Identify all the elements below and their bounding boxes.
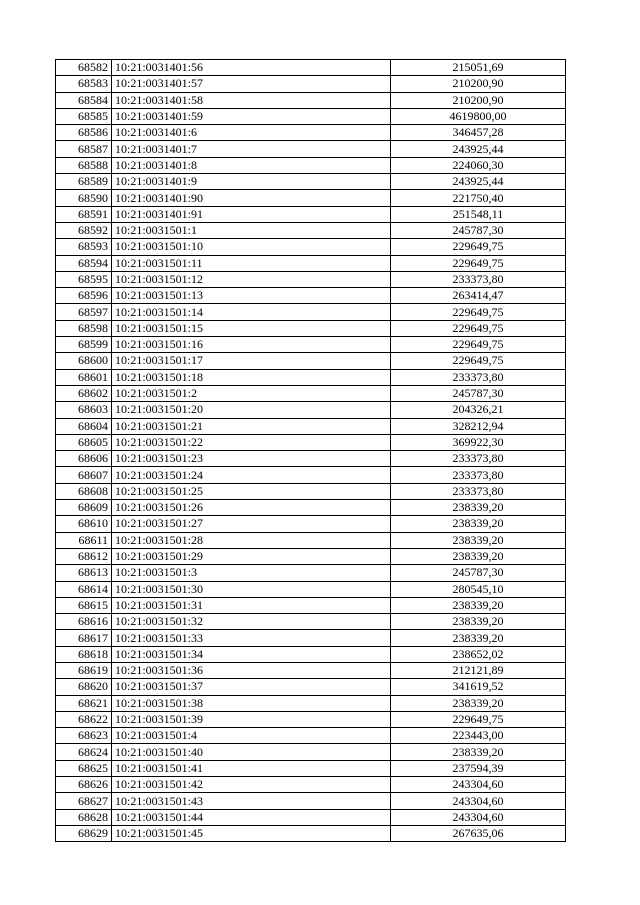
table-row bbox=[56, 288, 566, 304]
table-row bbox=[56, 711, 566, 727]
table-row bbox=[56, 304, 566, 320]
cadastral-number-cell: 10:21:0031501:29 bbox=[112, 548, 391, 564]
value-cell: 233373,80 bbox=[391, 483, 566, 499]
value-cell: 229649,75 bbox=[391, 304, 566, 320]
cadastral-number-cell: 10:21:0031401:56 bbox=[112, 60, 391, 76]
value-cell: 215051,69 bbox=[391, 60, 566, 76]
table-row bbox=[56, 500, 566, 516]
cadastral-number-cell: 10:21:0031501:24 bbox=[112, 467, 391, 483]
table-row bbox=[56, 825, 566, 841]
table-row bbox=[56, 125, 566, 141]
row-number-cell: 68600 bbox=[56, 353, 112, 369]
value-cell: 346457,28 bbox=[391, 125, 566, 141]
row-number-cell: 68626 bbox=[56, 777, 112, 793]
value-cell: 243925,44 bbox=[391, 174, 566, 190]
value-cell: 229649,75 bbox=[391, 255, 566, 271]
row-number-cell: 68605 bbox=[56, 434, 112, 450]
row-number-cell: 68595 bbox=[56, 271, 112, 287]
table-row bbox=[56, 777, 566, 793]
value-cell: 243925,44 bbox=[391, 141, 566, 157]
row-number-cell: 68602 bbox=[56, 385, 112, 401]
value-cell: 245787,30 bbox=[391, 385, 566, 401]
row-number-cell: 68587 bbox=[56, 141, 112, 157]
cadastral-number-cell: 10:21:0031501:27 bbox=[112, 516, 391, 532]
table-row bbox=[56, 581, 566, 597]
cadastral-number-cell: 10:21:0031401:8 bbox=[112, 157, 391, 173]
table-row bbox=[56, 174, 566, 190]
row-number-cell: 68613 bbox=[56, 565, 112, 581]
table-row bbox=[56, 548, 566, 564]
cadastral-number-cell: 10:21:0031501:33 bbox=[112, 630, 391, 646]
value-cell: 233373,80 bbox=[391, 467, 566, 483]
row-number-cell: 68623 bbox=[56, 728, 112, 744]
row-number-cell: 68611 bbox=[56, 532, 112, 548]
cadastral-number-cell: 10:21:0031501:1 bbox=[112, 222, 391, 238]
table-row bbox=[56, 418, 566, 434]
table-row bbox=[56, 157, 566, 173]
value-cell: 204326,21 bbox=[391, 402, 566, 418]
value-cell: 238339,20 bbox=[391, 500, 566, 516]
value-cell: 229649,75 bbox=[391, 239, 566, 255]
value-cell: 267635,06 bbox=[391, 825, 566, 841]
table-row bbox=[56, 679, 566, 695]
table-row bbox=[56, 353, 566, 369]
row-number-cell: 68594 bbox=[56, 255, 112, 271]
row-number-cell: 68593 bbox=[56, 239, 112, 255]
table-row bbox=[56, 271, 566, 287]
table-row bbox=[56, 320, 566, 336]
row-number-cell: 68592 bbox=[56, 222, 112, 238]
row-number-cell: 68606 bbox=[56, 451, 112, 467]
cadastral-number-cell: 10:21:0031401:59 bbox=[112, 108, 391, 124]
table-row bbox=[56, 60, 566, 76]
table-row bbox=[56, 76, 566, 92]
row-number-cell: 68599 bbox=[56, 337, 112, 353]
cadastral-number-cell: 10:21:0031501:42 bbox=[112, 777, 391, 793]
table-row bbox=[56, 108, 566, 124]
value-cell: 212121,89 bbox=[391, 662, 566, 678]
cadastral-number-cell: 10:21:0031501:10 bbox=[112, 239, 391, 255]
value-cell: 229649,75 bbox=[391, 320, 566, 336]
cadastral-number-cell: 10:21:0031501:2 bbox=[112, 385, 391, 401]
data-table bbox=[55, 59, 566, 842]
cadastral-number-cell: 10:21:0031501:43 bbox=[112, 793, 391, 809]
table-row bbox=[56, 239, 566, 255]
cadastral-number-cell: 10:21:0031501:22 bbox=[112, 434, 391, 450]
value-cell: 229649,75 bbox=[391, 711, 566, 727]
table-row bbox=[56, 646, 566, 662]
row-number-cell: 68583 bbox=[56, 76, 112, 92]
value-cell: 224060,30 bbox=[391, 157, 566, 173]
row-number-cell: 68619 bbox=[56, 662, 112, 678]
cadastral-number-cell: 10:21:0031501:26 bbox=[112, 500, 391, 516]
value-cell: 245787,30 bbox=[391, 565, 566, 581]
cadastral-number-cell: 10:21:0031501:36 bbox=[112, 662, 391, 678]
value-cell: 210200,90 bbox=[391, 92, 566, 108]
row-number-cell: 68582 bbox=[56, 60, 112, 76]
cadastral-number-cell: 10:21:0031401:6 bbox=[112, 125, 391, 141]
table-row bbox=[56, 744, 566, 760]
value-cell: 4619800,00 bbox=[391, 108, 566, 124]
value-cell: 238339,20 bbox=[391, 516, 566, 532]
cadastral-number-cell: 10:21:0031501:18 bbox=[112, 369, 391, 385]
table-row bbox=[56, 255, 566, 271]
cadastral-number-cell: 10:21:0031401:58 bbox=[112, 92, 391, 108]
cadastral-number-cell: 10:21:0031501:30 bbox=[112, 581, 391, 597]
value-cell: 263414,47 bbox=[391, 288, 566, 304]
value-cell: 328212,94 bbox=[391, 418, 566, 434]
value-cell: 229649,75 bbox=[391, 353, 566, 369]
value-cell: 243304,60 bbox=[391, 809, 566, 825]
value-cell: 245787,30 bbox=[391, 222, 566, 238]
row-number-cell: 68608 bbox=[56, 483, 112, 499]
table-row bbox=[56, 92, 566, 108]
cadastral-number-cell: 10:21:0031501:45 bbox=[112, 825, 391, 841]
row-number-cell: 68617 bbox=[56, 630, 112, 646]
cadastral-number-cell: 10:21:0031501:17 bbox=[112, 353, 391, 369]
table-row bbox=[56, 206, 566, 222]
row-number-cell: 68586 bbox=[56, 125, 112, 141]
value-cell: 251548,11 bbox=[391, 206, 566, 222]
row-number-cell: 68618 bbox=[56, 646, 112, 662]
cadastral-number-cell: 10:21:0031501:31 bbox=[112, 597, 391, 613]
table-row bbox=[56, 630, 566, 646]
value-cell: 369922,30 bbox=[391, 434, 566, 450]
cadastral-number-cell: 10:21:0031501:3 bbox=[112, 565, 391, 581]
cadastral-number-cell: 10:21:0031501:12 bbox=[112, 271, 391, 287]
value-cell: 280545,10 bbox=[391, 581, 566, 597]
table-row bbox=[56, 434, 566, 450]
cadastral-number-cell: 10:21:0031501:13 bbox=[112, 288, 391, 304]
table-row bbox=[56, 141, 566, 157]
cadastral-number-cell: 10:21:0031401:90 bbox=[112, 190, 391, 206]
value-cell: 238339,20 bbox=[391, 548, 566, 564]
row-number-cell: 68620 bbox=[56, 679, 112, 695]
table-row bbox=[56, 222, 566, 238]
table-row bbox=[56, 190, 566, 206]
cadastral-number-cell: 10:21:0031501:15 bbox=[112, 320, 391, 336]
cadastral-number-cell: 10:21:0031501:23 bbox=[112, 451, 391, 467]
value-cell: 243304,60 bbox=[391, 777, 566, 793]
row-number-cell: 68585 bbox=[56, 108, 112, 124]
cadastral-number-cell: 10:21:0031501:28 bbox=[112, 532, 391, 548]
row-number-cell: 68614 bbox=[56, 581, 112, 597]
value-cell: 223443,00 bbox=[391, 728, 566, 744]
cadastral-number-cell: 10:21:0031501:25 bbox=[112, 483, 391, 499]
row-number-cell: 68621 bbox=[56, 695, 112, 711]
row-number-cell: 68625 bbox=[56, 760, 112, 776]
cadastral-number-cell: 10:21:0031501:44 bbox=[112, 809, 391, 825]
value-cell: 237594,39 bbox=[391, 760, 566, 776]
row-number-cell: 68622 bbox=[56, 711, 112, 727]
cadastral-number-cell: 10:21:0031501:14 bbox=[112, 304, 391, 320]
table-row bbox=[56, 532, 566, 548]
value-cell: 243304,60 bbox=[391, 793, 566, 809]
table-row bbox=[56, 369, 566, 385]
table-row bbox=[56, 793, 566, 809]
table-row bbox=[56, 451, 566, 467]
table-row bbox=[56, 728, 566, 744]
table-row bbox=[56, 614, 566, 630]
cadastral-number-cell: 10:21:0031501:20 bbox=[112, 402, 391, 418]
value-cell: 341619,52 bbox=[391, 679, 566, 695]
value-cell: 238339,20 bbox=[391, 744, 566, 760]
row-number-cell: 68628 bbox=[56, 809, 112, 825]
value-cell: 210200,90 bbox=[391, 76, 566, 92]
row-number-cell: 68596 bbox=[56, 288, 112, 304]
cadastral-number-cell: 10:21:0031401:57 bbox=[112, 76, 391, 92]
row-number-cell: 68609 bbox=[56, 500, 112, 516]
table-body bbox=[56, 60, 566, 842]
value-cell: 221750,40 bbox=[391, 190, 566, 206]
cadastral-number-cell: 10:21:0031501:34 bbox=[112, 646, 391, 662]
row-number-cell: 68607 bbox=[56, 467, 112, 483]
table-row bbox=[56, 402, 566, 418]
row-number-cell: 68584 bbox=[56, 92, 112, 108]
cadastral-number-cell: 10:21:0031501:4 bbox=[112, 728, 391, 744]
value-cell: 238339,20 bbox=[391, 614, 566, 630]
cadastral-number-cell: 10:21:0031401:91 bbox=[112, 206, 391, 222]
value-cell: 238339,20 bbox=[391, 630, 566, 646]
table-row bbox=[56, 809, 566, 825]
table-row bbox=[56, 467, 566, 483]
row-number-cell: 68591 bbox=[56, 206, 112, 222]
cadastral-number-cell: 10:21:0031401:9 bbox=[112, 174, 391, 190]
cadastral-number-cell: 10:21:0031401:7 bbox=[112, 141, 391, 157]
value-cell: 238652,02 bbox=[391, 646, 566, 662]
cadastral-number-cell: 10:21:0031501:16 bbox=[112, 337, 391, 353]
row-number-cell: 68589 bbox=[56, 174, 112, 190]
row-number-cell: 68604 bbox=[56, 418, 112, 434]
cadastral-number-cell: 10:21:0031501:32 bbox=[112, 614, 391, 630]
table-row bbox=[56, 760, 566, 776]
row-number-cell: 68603 bbox=[56, 402, 112, 418]
row-number-cell: 68616 bbox=[56, 614, 112, 630]
table-row bbox=[56, 337, 566, 353]
row-number-cell: 68597 bbox=[56, 304, 112, 320]
cadastral-number-cell: 10:21:0031501:37 bbox=[112, 679, 391, 695]
row-number-cell: 68590 bbox=[56, 190, 112, 206]
row-number-cell: 68612 bbox=[56, 548, 112, 564]
value-cell: 238339,20 bbox=[391, 597, 566, 613]
value-cell: 233373,80 bbox=[391, 451, 566, 467]
table-row bbox=[56, 385, 566, 401]
value-cell: 229649,75 bbox=[391, 337, 566, 353]
row-number-cell: 68627 bbox=[56, 793, 112, 809]
table-row bbox=[56, 597, 566, 613]
cadastral-number-cell: 10:21:0031501:41 bbox=[112, 760, 391, 776]
cadastral-number-cell: 10:21:0031501:11 bbox=[112, 255, 391, 271]
value-cell: 238339,20 bbox=[391, 695, 566, 711]
table-row bbox=[56, 565, 566, 581]
table-row bbox=[56, 516, 566, 532]
row-number-cell: 68629 bbox=[56, 825, 112, 841]
cadastral-number-cell: 10:21:0031501:21 bbox=[112, 418, 391, 434]
row-number-cell: 68598 bbox=[56, 320, 112, 336]
table-row bbox=[56, 662, 566, 678]
row-number-cell: 68601 bbox=[56, 369, 112, 385]
cadastral-number-cell: 10:21:0031501:38 bbox=[112, 695, 391, 711]
value-cell: 238339,20 bbox=[391, 532, 566, 548]
table-row bbox=[56, 483, 566, 499]
row-number-cell: 68615 bbox=[56, 597, 112, 613]
row-number-cell: 68588 bbox=[56, 157, 112, 173]
cadastral-number-cell: 10:21:0031501:39 bbox=[112, 711, 391, 727]
value-cell: 233373,80 bbox=[391, 369, 566, 385]
table-row bbox=[56, 695, 566, 711]
row-number-cell: 68624 bbox=[56, 744, 112, 760]
value-cell: 233373,80 bbox=[391, 271, 566, 287]
cadastral-number-cell: 10:21:0031501:40 bbox=[112, 744, 391, 760]
row-number-cell: 68610 bbox=[56, 516, 112, 532]
